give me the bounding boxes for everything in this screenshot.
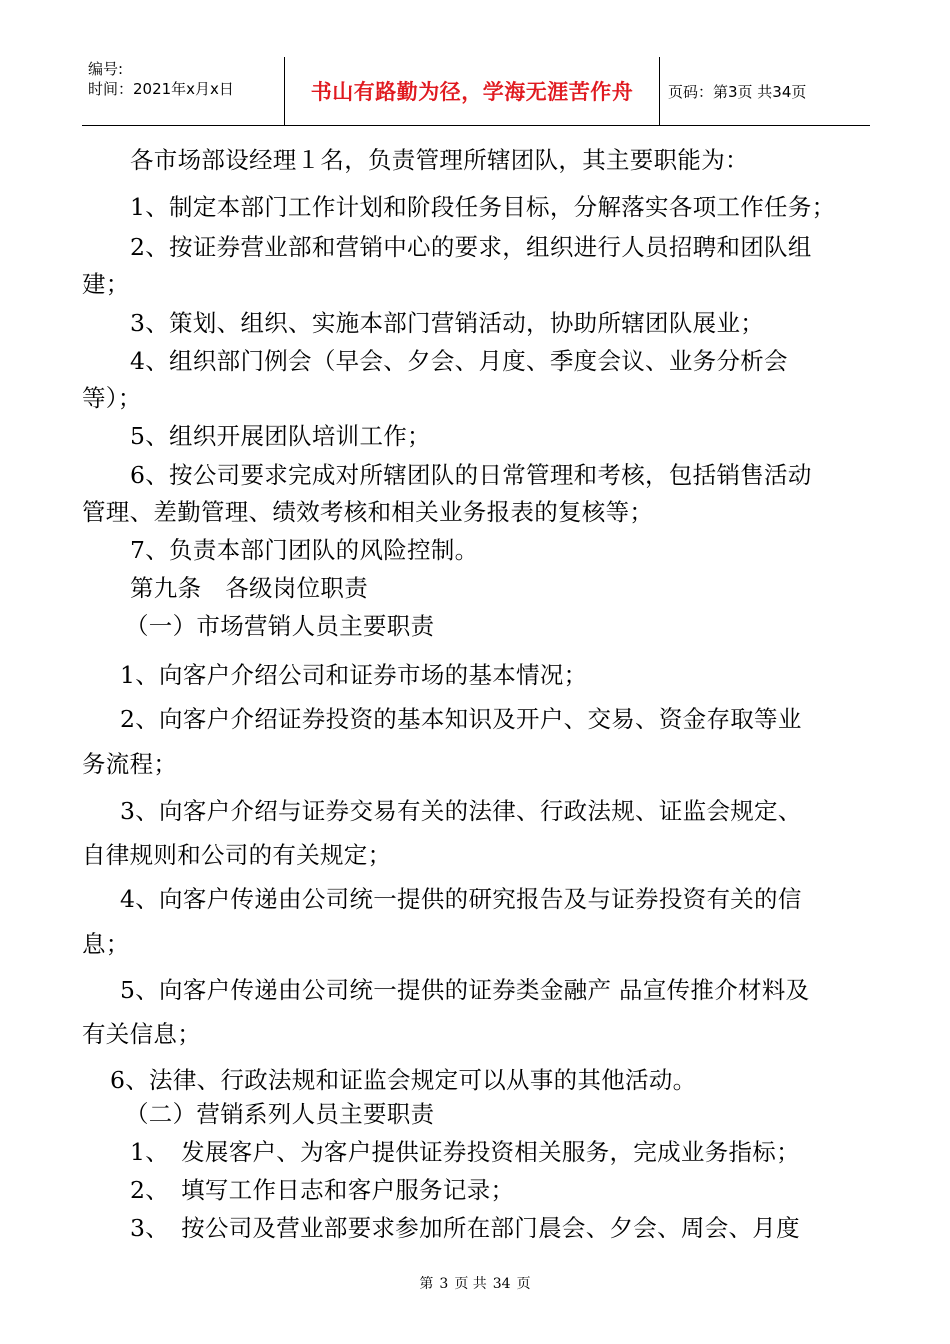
text-line: 6、按公司要求完成对所辖团队的日常管理和考核，包括销售活动 xyxy=(130,461,812,489)
text-line: 5、组织开展团队培训工作； xyxy=(130,422,431,450)
footer-suffix: 页 xyxy=(516,1276,531,1292)
text-line: 3、 按公司及营业部要求参加所在部门晨会、夕会、周会、月度 xyxy=(130,1214,800,1242)
header-motto-box xyxy=(284,57,660,125)
text-line: 1、向客户介绍公司和证券市场的基本情况； xyxy=(120,661,588,689)
text-line: 各市场部设经理１名，负责管理所辖团队，其主要职能为： xyxy=(130,146,749,174)
text-line: 6、法律、行政法规和证监会规定可以从事的其他活动。 xyxy=(110,1066,697,1094)
text-line: 2、向客户介绍证券投资的基本知识及开户、交易、资金存取等业 xyxy=(120,705,802,733)
text-line: 1、制定本部门工作计划和阶段任务目标，分解落实各项工作任务； xyxy=(130,193,836,221)
footer-mid: 页 共 xyxy=(454,1276,487,1292)
text-line: 务流程； xyxy=(82,750,178,778)
text-line: 等）； xyxy=(82,384,142,412)
text-line: 2、按证券营业部和营销中心的要求，组织进行人员招聘和团队组 xyxy=(130,233,812,261)
text-line: 2、 填写工作日志和客户服务记录； xyxy=(130,1176,515,1204)
serial-label: 编号: xyxy=(88,60,124,78)
text-line: 5、向客户传递由公司统一提供的证券类金融产 品宣传推介材料及 xyxy=(120,976,810,1004)
footer-prefix: 第 xyxy=(419,1276,434,1292)
page-header xyxy=(82,57,870,126)
subsection-heading: （二）营销系列人员主要职责 xyxy=(125,1100,435,1128)
footer-total-pages: 34 xyxy=(492,1276,511,1292)
section-heading: 第九条 各级岗位职责 xyxy=(130,574,368,602)
page-footer xyxy=(0,1273,950,1293)
text-line: 自律规则和公司的有关规定； xyxy=(82,841,392,869)
text-line: 1、 发展客户、为客户提供证券投资相关服务，完成业务指标； xyxy=(130,1138,800,1166)
text-line: 息； xyxy=(82,930,130,958)
subsection-heading: （一）市场营销人员主要职责 xyxy=(125,612,435,640)
text-line: 有关信息； xyxy=(82,1020,201,1048)
text-line: 4、组织部门例会（早会、夕会、月度、季度会议、业务分析会 xyxy=(130,347,788,375)
text-line: 4、向客户传递由公司统一提供的研究报告及与证券投资有关的信 xyxy=(120,885,802,913)
text-line: 3、向客户介绍与证券交易有关的法律、行政法规、证监会规定、 xyxy=(120,797,802,825)
footer-page-number: 3 xyxy=(439,1276,449,1292)
text-line: 3、策划、组织、实施本部门营销活动，协助所辖团队展业； xyxy=(130,309,765,337)
time-label: 时间：2021年x月x日 xyxy=(88,80,234,98)
text-line: 建； xyxy=(82,270,130,298)
text-line: 管理、差勤管理、绩效考核和相关业务报表的复核等； xyxy=(82,498,654,526)
text-line: 7、负责本部门团队的风险控制。 xyxy=(130,536,479,564)
header-page-info: 页码：第3页 共34页 xyxy=(668,82,807,101)
header-motto: 书山有路勤为径，学海无涯苦作舟 xyxy=(310,80,634,104)
header-meta xyxy=(88,59,284,99)
